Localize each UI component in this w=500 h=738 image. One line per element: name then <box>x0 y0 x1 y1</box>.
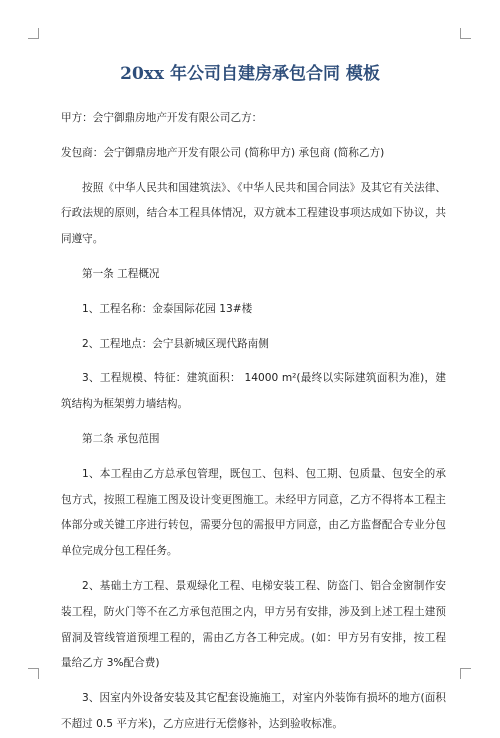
article-1-item-2: 2、工程地点：会宁县新城区现代路南侧 <box>82 337 269 350</box>
article-2-item-1: 1、本工程由乙方总承包管理，既包工、包料、包工期、包质量、包安全的承包方式，按照工程施工图及设计变更图施工。未经甲方同意，乙方不得将本工程主体部分或关键工序进行转包，需要分包的需报甲方同意，由乙方监督配合专业分包单位完成分包工程任务。 <box>61 467 446 558</box>
page-corner-mark-bottom-left <box>28 668 39 679</box>
document-title <box>0 62 500 86</box>
page-corner-mark-bottom-right <box>460 668 471 679</box>
article-1-item-3: 3、工程规模、特征：建筑面积： 14000 m²(最终以实际建筑面积为准)，建筑结构为框架剪力墙结构。 <box>61 372 446 411</box>
document-title-text: 年公司自建房承包合同 模板 <box>164 64 380 84</box>
article-1-heading: 第一条 工程概况 <box>82 267 160 280</box>
preamble-paragraph: 按照《中华人民共和国建筑法》、《中华人民共和国合同法》及其它有关法律、行政法规的原则，结合本工程具体情况，双方就本工程建设事项达成如下协议，共同遵守。 <box>61 181 446 246</box>
document-title-number: 20xx <box>120 64 165 84</box>
page-corner-mark-top-right <box>460 28 471 39</box>
article-2-heading: 第二条 承包范围 <box>82 432 160 445</box>
article-1-item-1: 1、工程名称：金泰国际花园 13#楼 <box>82 302 253 315</box>
article-2-item-2: 2、基础土方工程、景观绿化工程、电梯安装工程、防盗门、铝合金窗制作安装工程，防火门等不在乙方承包范围之内，甲方另有安排，涉及到上述工程土建预留洞及管线管道预埋工程的，需由乙方各工种完成。(如：甲方另有安排，按工程量给乙方 3%配合费) <box>61 579 446 670</box>
contractor-line: 发包商：会宁御鼎房地产开发有限公司 (简称甲方) 承包商 (简称乙方) <box>61 146 385 159</box>
party-a-line: 甲方：会宁御鼎房地产开发有限公司乙方： <box>61 112 263 124</box>
document-body <box>61 106 446 738</box>
article-2-item-3: 3、因室内外设备安装及其它配套设施施工，对室内外装饰有损坏的地方(面积不超过 0.5 平方米)，乙方应进行无偿修补，达到验收标准。 <box>61 692 446 730</box>
page-corner-mark-top-left <box>28 28 39 39</box>
